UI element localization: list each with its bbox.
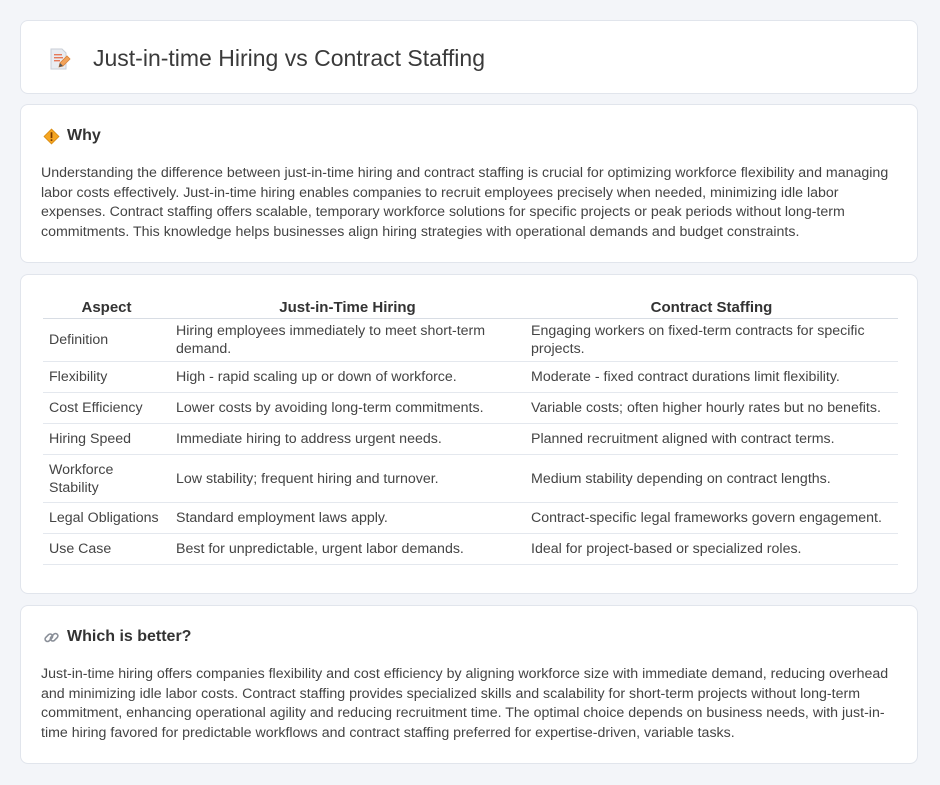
why-header	[43, 127, 101, 145]
table-row	[43, 362, 898, 393]
row-aspect: Flexibility	[43, 362, 170, 393]
row-contract-value: Moderate - fixed contract durations limit flexibility.	[525, 362, 898, 393]
document-edit-icon	[47, 47, 71, 71]
why-heading: Why	[67, 127, 101, 144]
link-icon	[43, 629, 60, 646]
row-aspect: Cost Efficiency	[43, 393, 170, 424]
table-header-row	[43, 295, 898, 319]
why-section	[20, 104, 918, 263]
row-contract-value: Ideal for project-based or specialized roles.	[525, 534, 898, 565]
row-aspect: Legal Obligations	[43, 503, 170, 534]
row-jit-value: Immediate hiring to address urgent needs.	[170, 424, 525, 455]
header-contract-staffing: Contract Staffing	[525, 295, 898, 319]
better-body: Just-in-time hiring offers companies flexibility and cost efficiency by aligning workforce size with immediate demand, reducing overhead and minimizing idle labor costs. Contract staffing provides specialized skills and scalability for short-term projects without long-term commitment, enhancing operational agility and reducing recruitment time. The optimal choice depends on business needs, with just-in-time hiring favored for predictable workflows and contract staffing preferred for expertise-driven, variable tasks.	[41, 666, 889, 741]
title-card	[20, 20, 918, 94]
table-row	[43, 319, 898, 362]
row-jit-value: Low stability; frequent hiring and turnover.	[170, 455, 525, 503]
table-row	[43, 534, 898, 565]
row-contract-value: Engaging workers on fixed-term contracts for specific projects.	[525, 319, 898, 362]
comparison-section	[20, 274, 918, 594]
row-jit-value: Lower costs by avoiding long-term commitments.	[170, 393, 525, 424]
row-jit-value: Standard employment laws apply.	[170, 503, 525, 534]
row-contract-value: Variable costs; often higher hourly rates but no benefits.	[525, 393, 898, 424]
row-jit-value: Hiring employees immediately to meet short-term demand.	[170, 319, 525, 362]
why-body: Understanding the difference between just-in-time hiring and contract staffing is crucial for optimizing workforce flexibility and managing labor costs effectively. Just-in-time hiring enables companies to recruit employees precisely when needed, minimizing idle labor expenses. Contract staffing offers scalable, temporary workforce solutions for specific projects or peak periods without long-term commitments. This knowledge helps businesses align hiring strategies with operational demands and budget constraints.	[41, 165, 889, 240]
row-contract-value: Planned recruitment aligned with contract terms.	[525, 424, 898, 455]
row-jit-value: High - rapid scaling up or down of workforce.	[170, 362, 525, 393]
row-contract-value: Contract-specific legal frameworks govern engagement.	[525, 503, 898, 534]
table-row	[43, 503, 898, 534]
comparison-table	[43, 295, 898, 565]
row-jit-value: Best for unpredictable, urgent labor demands.	[170, 534, 525, 565]
row-aspect: Use Case	[43, 534, 170, 565]
table-row	[43, 393, 898, 424]
row-contract-value: Medium stability depending on contract lengths.	[525, 455, 898, 503]
which-is-better-section	[20, 605, 918, 764]
table-row	[43, 455, 898, 503]
better-header	[43, 628, 191, 646]
row-aspect: Hiring Speed	[43, 424, 170, 455]
warning-diamond-icon	[43, 128, 60, 145]
table-row	[43, 424, 898, 455]
page-title: Just-in-time Hiring vs Contract Staffing	[93, 45, 485, 71]
row-aspect: Definition	[43, 319, 170, 362]
title-row	[47, 45, 485, 72]
better-heading: Which is better?	[67, 628, 192, 645]
header-aspect: Aspect	[43, 295, 170, 319]
row-aspect: Workforce Stability	[43, 455, 170, 503]
header-jit-hiring: Just-in-Time Hiring	[170, 295, 525, 319]
